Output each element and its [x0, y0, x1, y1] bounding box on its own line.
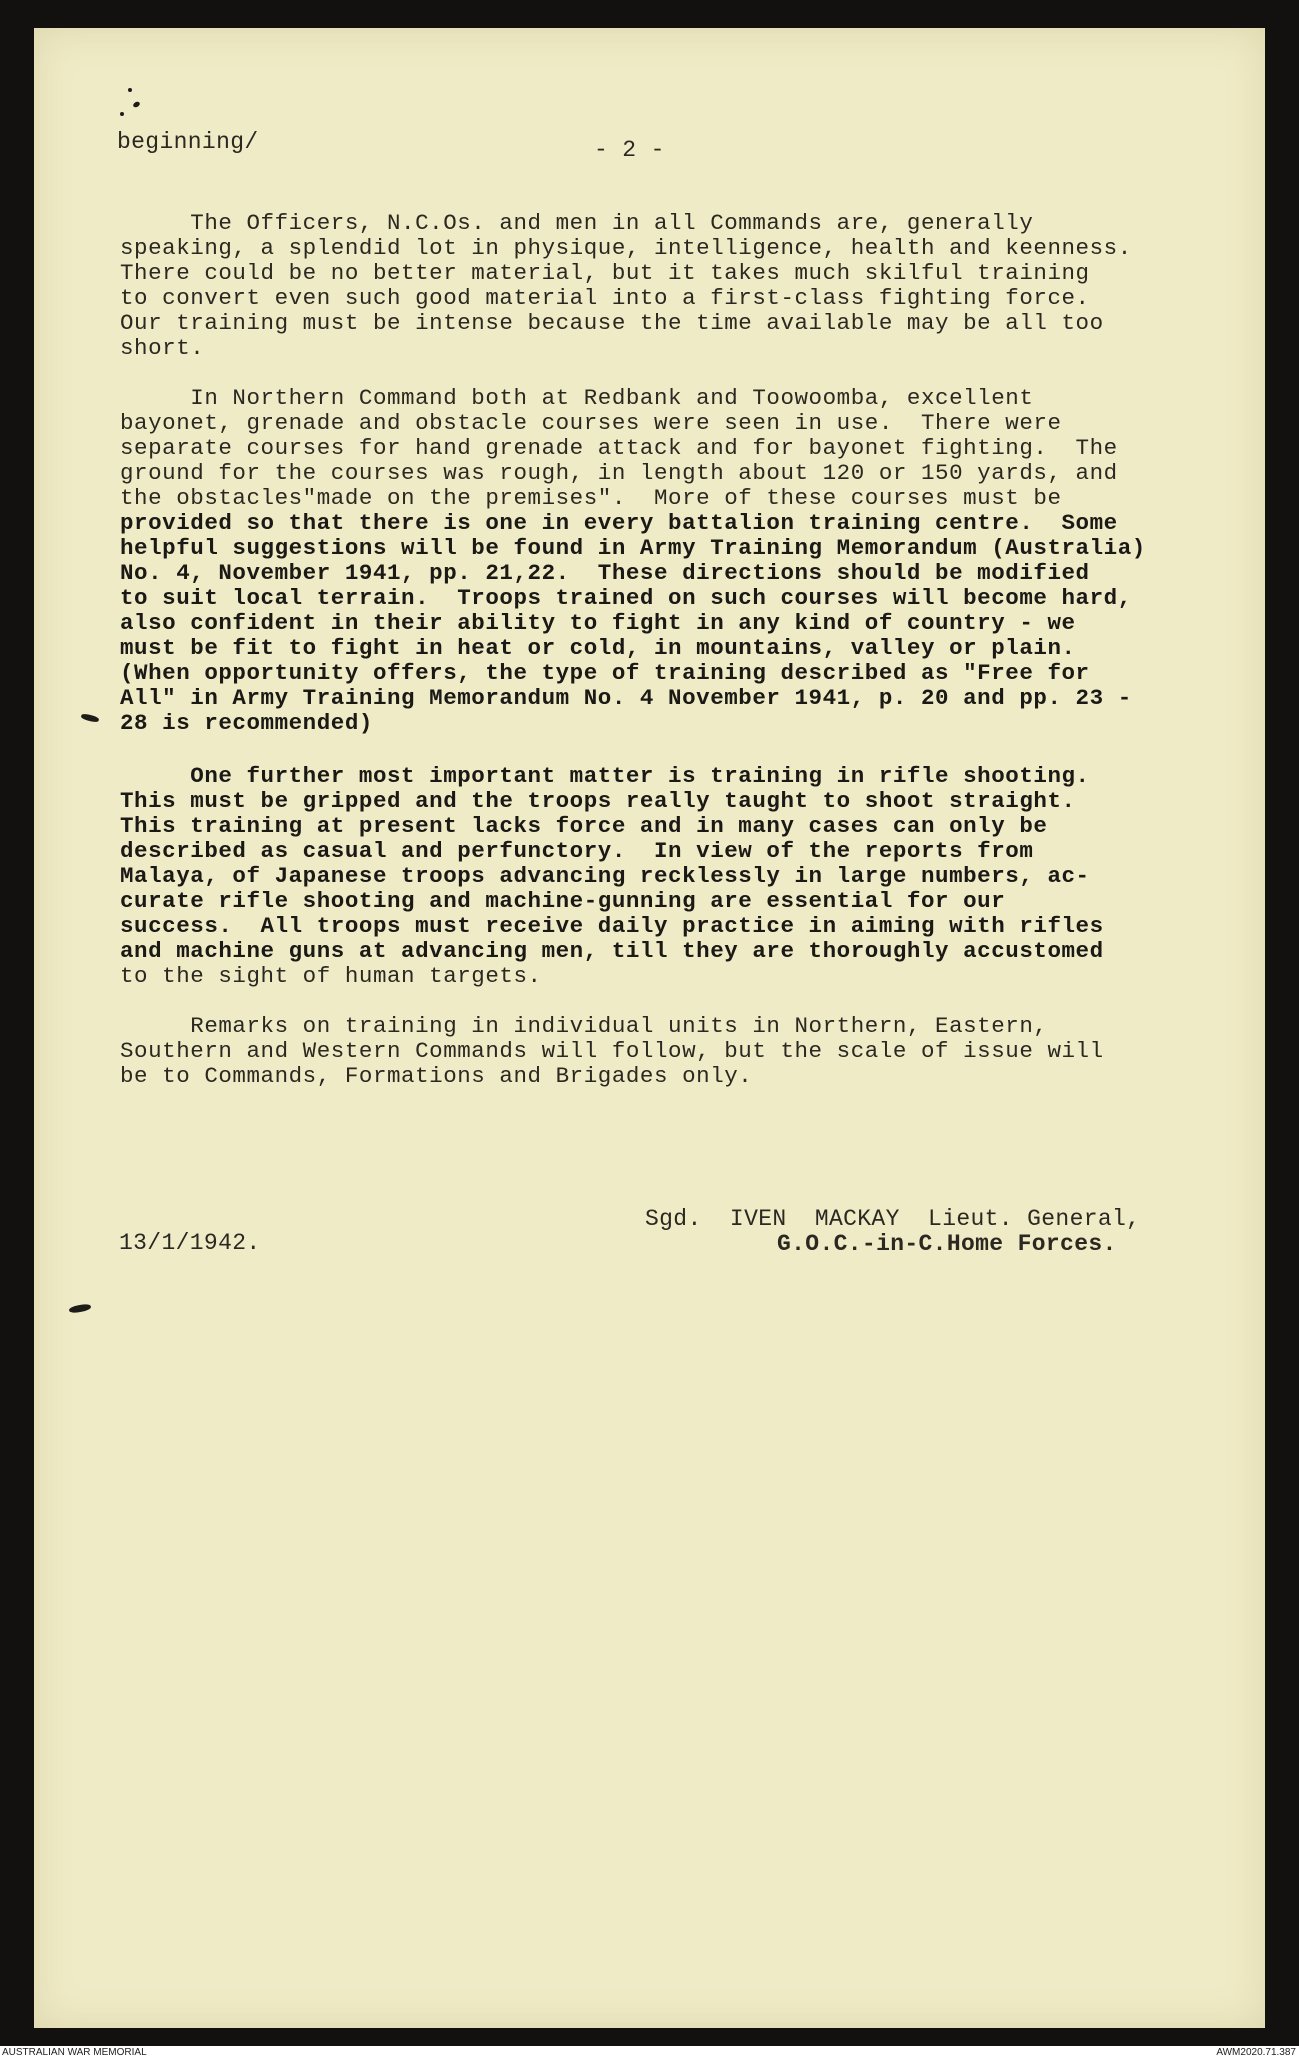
- page-number: - 2 -: [594, 137, 665, 163]
- text-line: must be fit to fight in heat or cold, in mountains, valley or plain.: [120, 635, 1076, 661]
- text-line: The Officers, N.C.Os. and men in all Commands are, generally: [120, 210, 1034, 236]
- text-line: There could be no better material, but it takes much skilful training: [120, 260, 1090, 286]
- signature-title: G.O.C.-in-C.Home Forces.: [777, 1231, 1117, 1257]
- text-line: One further most important matter is training in rifle shooting.: [120, 763, 1090, 789]
- margin-ink-mark: [120, 112, 124, 116]
- paragraph-2: [120, 385, 1146, 736]
- text-line: curate rifle shooting and machine-gunning are essential for our: [120, 888, 1006, 914]
- text-line: This must be gripped and the troops really taught to shoot straight.: [120, 788, 1076, 814]
- signature-line: Sgd. IVEN MACKAY Lieut. General,: [645, 1206, 1141, 1232]
- text-line: success. All troops must receive daily practice in aiming with rifles: [120, 913, 1104, 939]
- text-line: described as casual and perfunctory. In view of the reports from: [120, 838, 1034, 864]
- document-date: 13/1/1942.: [119, 1230, 261, 1256]
- text-line: 28 is recommended): [120, 710, 373, 736]
- footer-bar: [0, 2046, 1299, 2061]
- footer-accession-number: AWM2020.71.387: [1216, 2047, 1296, 2058]
- text-line: This training at present lacks force and in many cases can only be: [120, 813, 1048, 839]
- paragraph-3: [120, 764, 1140, 989]
- paragraph-4: [120, 1014, 1140, 1089]
- text-line: to the sight of human targets.: [120, 963, 542, 989]
- text-line: bayonet, grenade and obstacle courses were seen in use. There were: [120, 410, 1062, 436]
- text-line: Our training must be intense because the time available may be all too: [120, 310, 1104, 336]
- text-line: (When opportunity offers, the type of training described as "Free for: [120, 660, 1090, 686]
- text-line: to convert even such good material into a first-class fighting force.: [120, 285, 1090, 311]
- text-line: be to Commands, Formations and Brigades only.: [120, 1063, 753, 1089]
- continuation-word: beginning/: [117, 129, 259, 155]
- text-line: provided so that there is one in every battalion training centre. Some: [120, 510, 1118, 536]
- text-line: to suit local terrain. Troops trained on such courses will become hard,: [120, 585, 1132, 611]
- text-line: Southern and Western Commands will follow, but the scale of issue will: [120, 1038, 1104, 1064]
- text-line: speaking, a splendid lot in physique, intelligence, health and keenness.: [120, 235, 1132, 261]
- text-line: No. 4, November 1941, pp. 21,22. These directions should be modified: [120, 560, 1090, 586]
- text-line: Remarks on training in individual units in Northern, Eastern,: [120, 1013, 1048, 1039]
- paragraph-1: [120, 211, 1140, 361]
- footer-institution: AUSTRALIAN WAR MEMORIAL: [2, 2047, 147, 2058]
- text-line: the obstacles"made on the premises". More of these courses must be: [120, 485, 1062, 511]
- text-line: All" in Army Training Memorandum No. 4 November 1941, p. 20 and pp. 23 -: [120, 685, 1132, 711]
- text-line: helpful suggestions will be found in Army Training Memorandum (Australia): [120, 535, 1146, 561]
- text-line: short.: [120, 335, 205, 361]
- text-line: separate courses for hand grenade attack and for bayonet fighting. The: [120, 435, 1118, 461]
- text-line: and machine guns at advancing men, till they are thoroughly accustomed: [120, 938, 1104, 964]
- text-line: ground for the courses was rough, in length about 120 or 150 yards, and: [120, 460, 1118, 486]
- margin-ink-mark: [128, 88, 132, 92]
- text-line: In Northern Command both at Redbank and Toowoomba, excellent: [120, 385, 1034, 411]
- text-line: also confident in their ability to fight in any kind of country - we: [120, 610, 1076, 636]
- text-line: Malaya, of Japanese troops advancing recklessly in large numbers, ac-: [120, 863, 1090, 889]
